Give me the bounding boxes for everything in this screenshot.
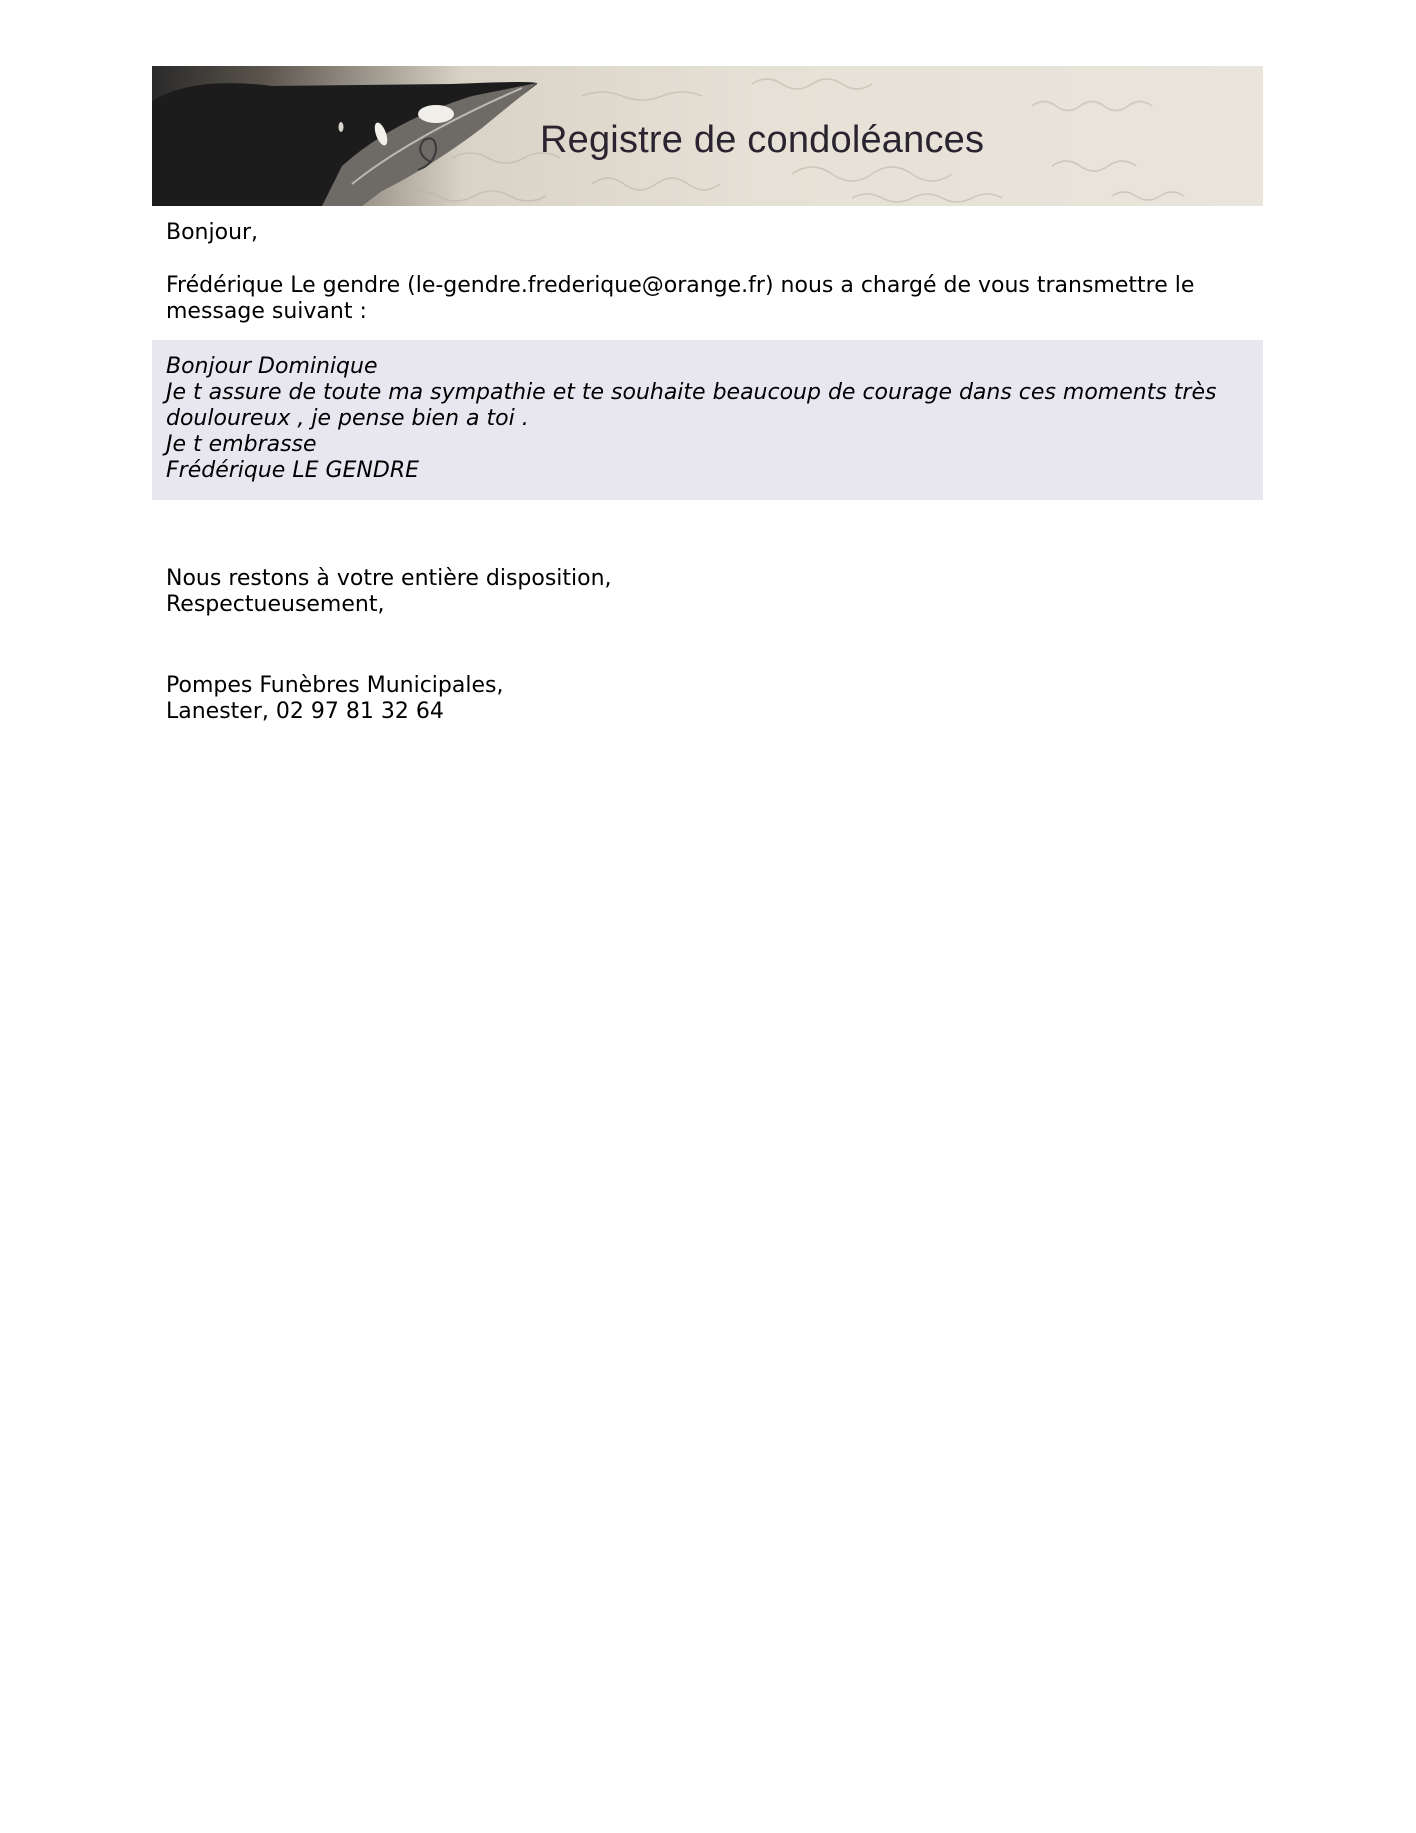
message-line: Bonjour Dominique [166,354,378,379]
message-line: Frédérique LE GENDRE [166,458,420,483]
message-line: Je t assure de toute ma sympathie et te souhaite beaucoup de courage dans ces moments très douloureux , je pense bien a toi . [166,380,1217,431]
header-banner [152,66,1263,206]
intro-text: Frédérique Le gendre (le-gendre.frederique@orange.fr) nous a chargé de vous transmettre le message suivant : [166,273,1195,324]
message-content [166,354,1246,484]
closing-line: Nous restons à votre entière disposition, [166,566,612,591]
message-line: Je t embrasse [166,432,317,457]
condolence-email [152,66,1263,724]
closing-block [166,566,1246,618]
closing-line: Respectueusement, [166,592,385,617]
greeting-text: Bonjour, [166,220,259,245]
message-box [152,340,1263,500]
banner-title: Registre de condoléances [540,119,985,161]
signature-block [166,673,1246,725]
signature-contact: Lanester, 02 97 81 32 64 [166,699,444,724]
signature-name: Pompes Funèbres Municipales, [166,673,504,698]
